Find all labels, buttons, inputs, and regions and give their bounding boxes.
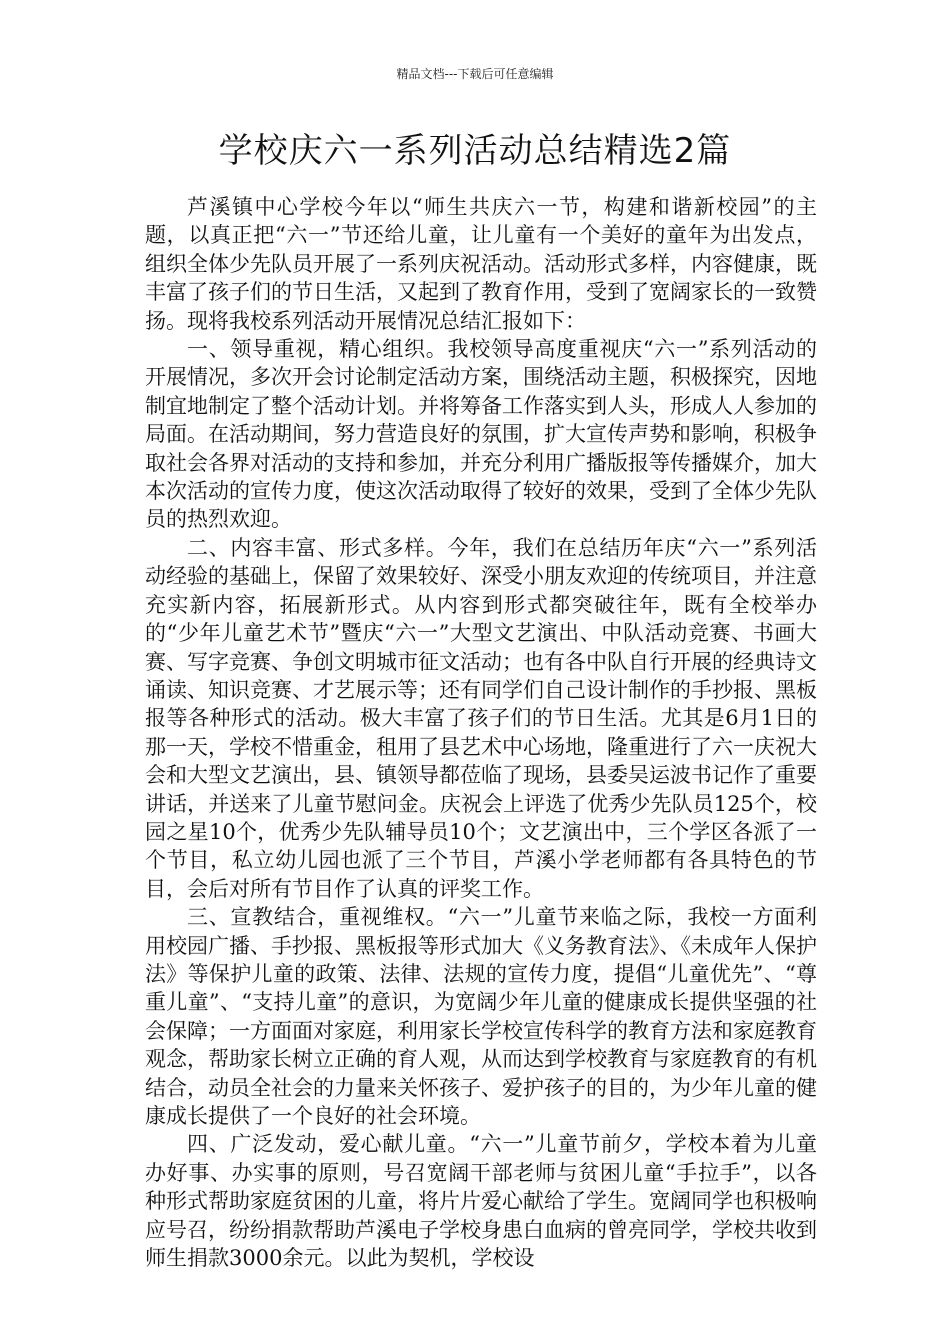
paragraph-intro: 芦溪镇中心学校今年以“师生共庆六一节，构建和谐新校园”的主题，以真正把“六一”节还给儿童，让儿童有一个美好的童年为出发点，组织全体少先队员开展了一系列庆祝活动。活动形式多样，内容健康，既丰富了孩子们的节日生活，又起到了教育作用，受到了宽阔家长的一致赞扬。现将我校系列活动开展情况总结汇报如下： <box>145 195 817 333</box>
paragraph-section-2: 二、内容丰富、形式多样。今年，我们在总结历年庆“六一”系列活动经验的基础上，保留了效果较好、深受小朋友欢迎的传统项目，并注意充实新内容，拓展新形式。从内容到形式都突破往年，既有全校举办的“少年儿童艺术节”暨庆“六一”大型文艺演出、中队活动竞赛、书画大赛、写字竞赛、争创文明城市征文活动；也有各中队自行开展的经典诗文诵读、知识竞赛、才艺展示等；还有同学们自己设计制作的手抄报、黑板报等各种形式的活动。极大丰富了孩子们的节日生活。尤其是6月1日的那一天，学校不惜重金，租用了县艺术中心场地，隆重进行了六一庆祝大会和大型文艺演出，县、镇领导都莅临了现场，县委吴运波书记作了重要讲话，并送来了儿童节慰问金。庆祝会上评选了优秀少先队员125个，校园之星10个，优秀少先队辅导员10个；文艺演出中，三个学区各派了一个节目，私立幼儿园也派了三个节目，芦溪小学老师都有各具特色的节目，会后对所有节目作了认真的评奖工作。 <box>145 535 817 901</box>
paragraph-section-4: 四、广泛发动，爱心献儿童。“六一”儿童节前夕，学校本着为儿童办好事、办实事的原则，号召宽阔干部老师与贫困儿童“手拉手”，以各种形式帮助家庭贫困的儿童，将片片爱心献给了学生。宽阔同学也积极响应号召，纷纷捐款帮助芦溪电子学校身患白血病的曾亮同学，学校共收到师生捐款3000余元。以此为契机，学校设 <box>145 1132 817 1271</box>
header-note: 精品文档---下载后可任意编辑 <box>396 67 554 81</box>
paragraph-section-3: 三、宣教结合，重视维权。“六一”儿童节来临之际，我校一方面利用校园广播、手抄报、黑板报等形式加大《义务教育法》、《未成年人保护法》等保护儿童的政策、法律、法规的宣传力度，提倡“儿童优先”、“尊重儿童”、“支持儿童”的意识，为宽阔少年儿童的健康成长提供坚强的社会保障；一方面面对家庭，利用家长学校宣传科学的教育方法和家庭教育观念，帮助家长树立正确的育人观，从而达到学校教育与家庭教育的有机结合，动员全社会的力量来关怀孩子、爱护孩子的目的，为少年儿童的健康成长提供了一个良好的社会环境。 <box>145 905 817 1128</box>
paragraph-section-1: 一、领导重视，精心组织。我校领导高度重视庆“六一”系列活动的开展情况，多次开会讨论制定活动方案，围绕活动主题，积极探究，因地制宜地制定了整个活动计划。并将筹备工作落实到人头，形成人人参加的局面。在活动期间，努力营造良好的氛围，扩大宣传声势和影响，积极争取社会各界对活动的支持和参加，并充分利用广播版报等传播媒介，加大本次活动的宣传力度，使这次活动取得了较好的效果，受到了全体少先队员的热烈欢迎。 <box>145 337 817 532</box>
document-body <box>145 193 817 1272</box>
document-title: 学校庆六一系列活动总结精选2篇 <box>218 131 732 171</box>
